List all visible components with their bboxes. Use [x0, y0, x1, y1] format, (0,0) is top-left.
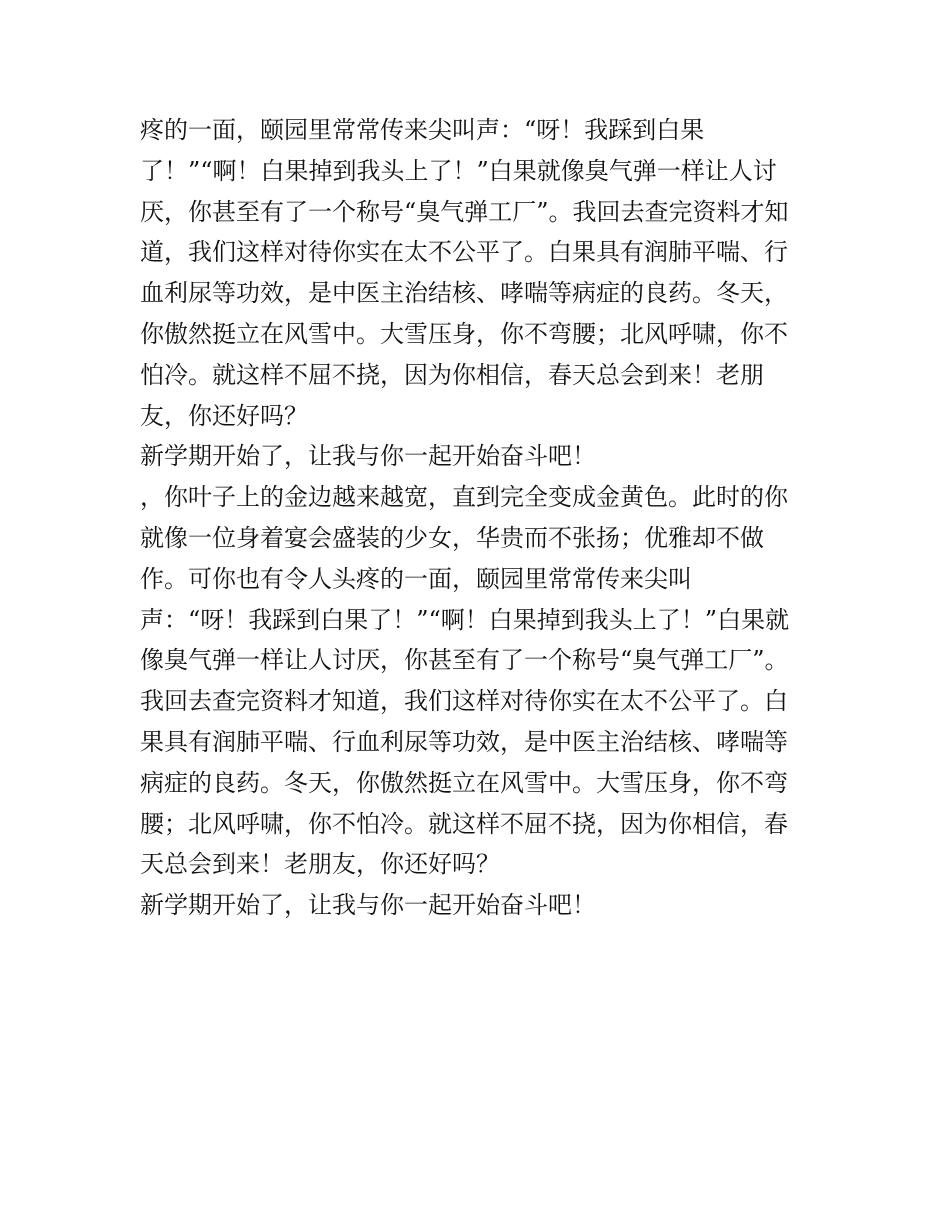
body-text	[140, 110, 820, 926]
text-line: 道，我们这样对待你实在太不公平了。白果具有润肺平喘、行	[140, 238, 788, 267]
text-line: 怕冷。就这样不屈不挠，因为你相信，春天总会到来！老朋	[140, 360, 764, 389]
text-line: ，你叶子上的金边越来越宽，直到完全变成金黄色。此时的你	[140, 483, 788, 512]
text-line: 你傲然挺立在风雪中。大雪压身，你不弯腰；北风呼啸，你不	[140, 319, 788, 348]
text-line: 病症的良药。冬天，你傲然挺立在风雪中。大雪压身，你不弯	[140, 768, 788, 797]
text-line: 果具有润肺平喘、行血利尿等功效，是中医主治结核、哮喘等	[140, 727, 788, 756]
text-line: 我回去查完资料才知道，我们这样对待你实在太不公平了。白	[140, 687, 788, 716]
text-line: 疼的一面，颐园里常常传来尖叫声：“呀！我踩到白果	[140, 116, 705, 144]
text-line: 新学期开始了，让我与你一起开始奋斗吧！	[140, 442, 596, 471]
text-line: 腰；北风呼啸，你不怕冷。就这样不屈不挠，因为你相信，春	[140, 809, 788, 838]
text-line: 血利尿等功效，是中医主治结核、哮喘等病症的良药。冬天，	[140, 279, 788, 308]
text-line: 作。可你也有令人头疼的一面，颐园里常常传来尖叫	[140, 564, 692, 593]
text-line: 声：“呀！我踩到白果了！”“啊！白果掉到我头上了！”白果就	[140, 605, 790, 634]
text-line: 就像一位身着宴会盛装的少女，华贵而不张扬；优雅却不做	[140, 523, 764, 552]
text-line: 新学期开始了，让我与你一起开始奋斗吧！	[140, 891, 596, 920]
text-line: 像臭气弹一样让人讨厌，你甚至有了一个称号“臭气弹工厂”。	[140, 646, 789, 675]
text-line: 了！”“啊！白果掉到我头上了！”白果就像臭气弹一样让人讨	[140, 156, 777, 185]
text-line: 天总会到来！老朋友，你还好吗？	[140, 850, 500, 879]
text-line: 友，你还好吗？	[140, 401, 308, 430]
text-line: 厌，你甚至有了一个称号“臭气弹工厂”。我回去查完资料才知	[140, 197, 789, 226]
